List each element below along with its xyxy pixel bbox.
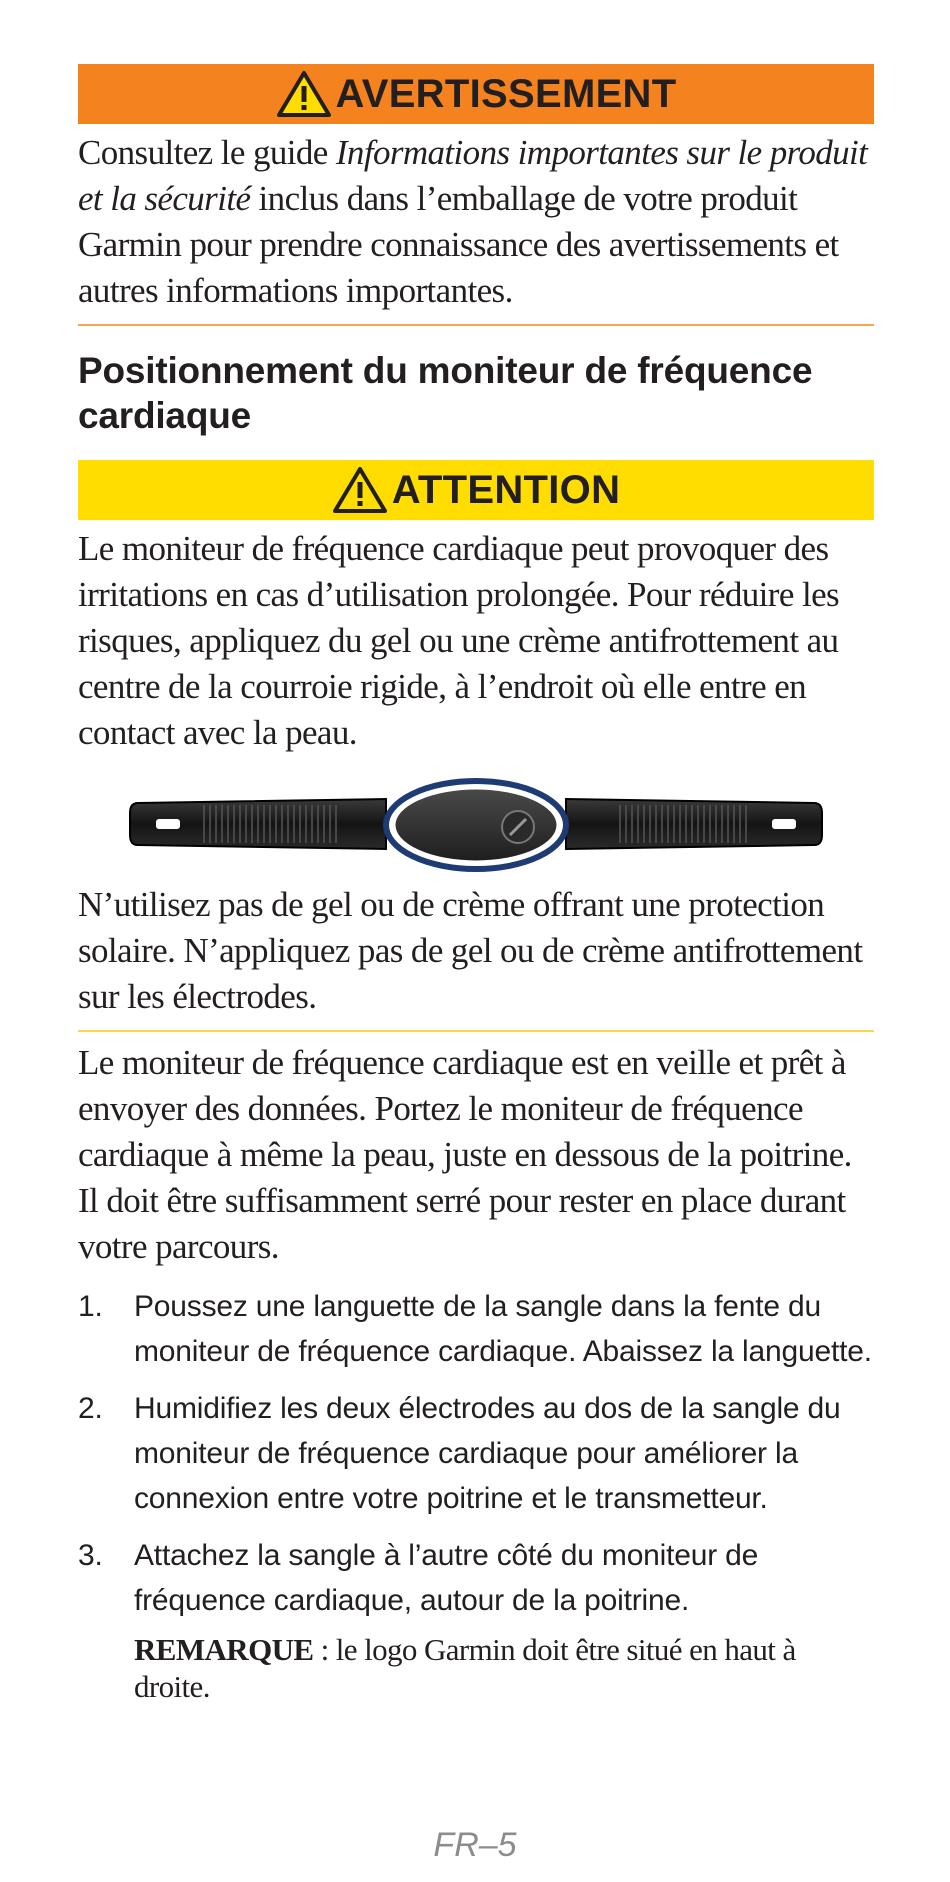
note-label: REMARQUE xyxy=(134,1632,314,1667)
step-number: 3. xyxy=(78,1539,103,1572)
note-text: : le logo Garmin doit être situé en haut à droite. xyxy=(134,1632,796,1704)
step-number: 2. xyxy=(78,1392,103,1425)
intro-text: Le moniteur de fréquence cardiaque est en veille et prêt à envoyer des données. Portez le moniteur de fréquence cardiaque à même la peau, juste en dessous de la poitrine. Il doit être suffisamment serré pour rester en place durant votre parcours. xyxy=(78,1043,852,1266)
divider xyxy=(78,1030,874,1032)
warning-text-after: inclus dans l’emballage de votre produit Garmin pour prendre connaissance des avertissements et autres informations importantes. xyxy=(78,179,839,310)
section-title: Positionnement du moniteur de fréquence cardiaque xyxy=(78,350,813,436)
caution-title: ATTENTION xyxy=(391,467,621,512)
warning-triangle-icon xyxy=(332,466,388,514)
heart-rate-strap-image xyxy=(78,768,874,878)
warning-text xyxy=(78,130,874,314)
divider xyxy=(78,324,874,326)
caution-banner xyxy=(78,460,874,520)
step-text: Humidifiez les deux électrodes au dos de la sangle du moniteur de fréquence cardiaque pour améliorer la connexion entre votre poitrine et le transmetteur. xyxy=(134,1392,841,1515)
warning-title: AVERTISSEMENT xyxy=(335,71,677,116)
warning-text-before: Consultez le guide xyxy=(78,133,336,172)
warning-triangle-icon xyxy=(276,70,332,118)
steps-list xyxy=(78,1284,874,1623)
list-item xyxy=(78,1284,874,1374)
warning-banner xyxy=(78,64,874,124)
caution-text-2: N’utilisez pas de gel ou de crème offrant une protection solaire. N’appliquez pas de gel ou de crème antifrottement sur les électrodes. xyxy=(78,885,863,1016)
warning-guide-title: Informations importantes sur le produit et la sécurité xyxy=(78,133,868,218)
step-text: Poussez une languette de la sangle dans la fente du moniteur de fréquence cardiaque. Abaissez la languette. xyxy=(134,1290,872,1368)
list-item xyxy=(78,1386,874,1521)
note xyxy=(134,1631,874,1705)
manual-page xyxy=(78,64,874,1705)
caution-text: Le moniteur de fréquence cardiaque peut provoquer des irritations en cas d’utilisation prolongée. Pour réduire les risques, appliquez du gel ou une crème antifrottement au centre de la courroie rigide, à l’endroit où elle entre en contact avec la peau. xyxy=(78,529,840,752)
page-number: FR–5 xyxy=(433,1826,517,1864)
step-number: 1. xyxy=(78,1290,103,1323)
list-item xyxy=(78,1533,874,1623)
step-text: Attachez la sangle à l’autre côté du moniteur de fréquence cardiaque, autour de la poitrine. xyxy=(134,1539,759,1617)
